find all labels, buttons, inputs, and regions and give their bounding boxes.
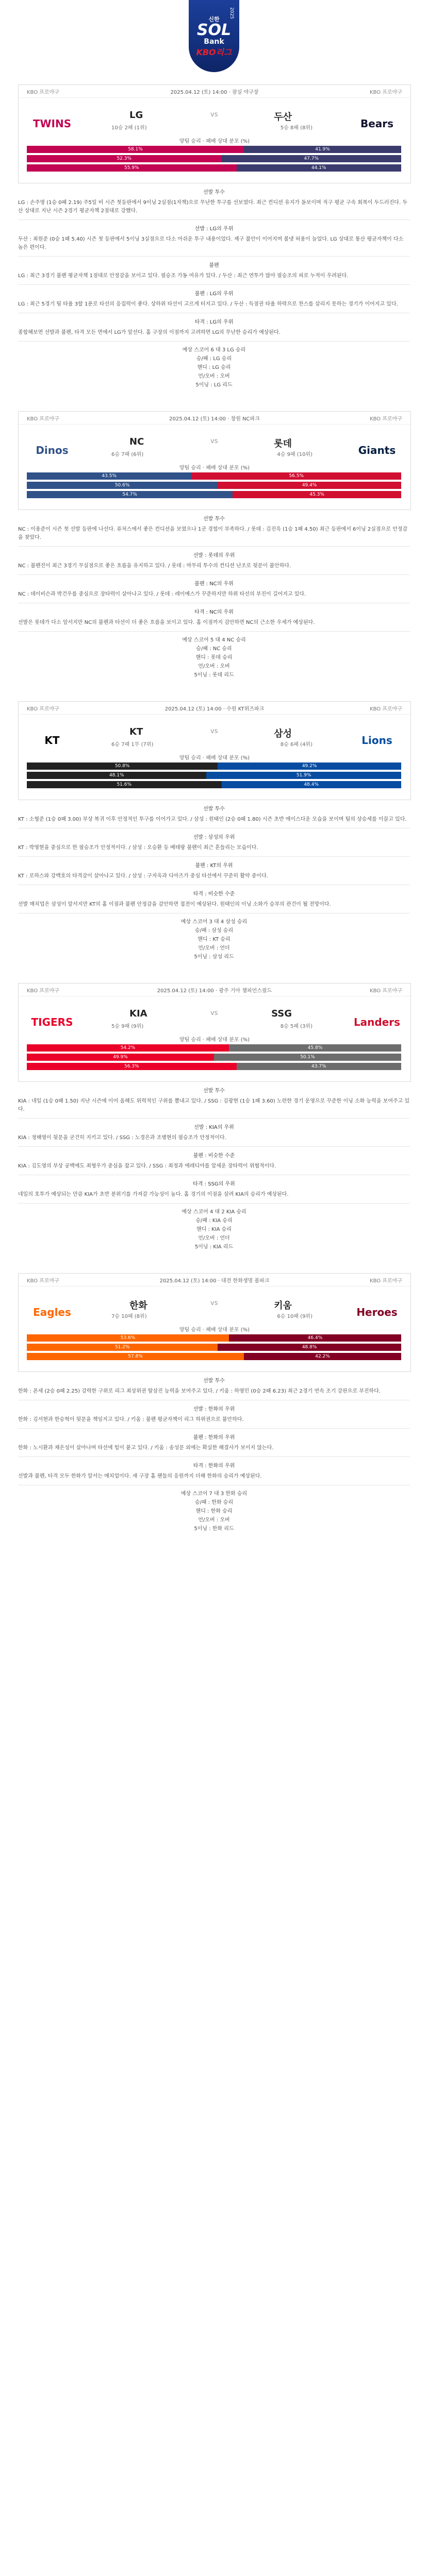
probability-home-value: 43.5% (102, 473, 117, 479)
home-team-name: KT (129, 726, 143, 737)
section-title: 불펜 : 한화의 우위 (193, 1435, 235, 1440)
home-team-logo: Dinos (36, 444, 69, 456)
league-label: KBO 프로야구 (370, 1278, 402, 1284)
away-team-logo: Heroes (356, 1306, 398, 1318)
match-header (19, 702, 410, 715)
match-header (19, 1274, 410, 1286)
probability-away-value: 48.8% (302, 1345, 317, 1350)
match-header (19, 984, 410, 996)
prediction-line: 5이닝 : 롯데 리드 (194, 672, 234, 678)
probability-bar-away (237, 1063, 401, 1070)
section-title: 불펜 (209, 263, 219, 268)
probability-away-value: 50.1% (300, 1055, 315, 1060)
probability-bar-home (27, 781, 222, 788)
probability-away-value: 44.1% (311, 165, 326, 171)
probability-bar-away (218, 482, 401, 489)
probability-home-value: 57.8% (128, 1354, 143, 1359)
section-text: 한화 : 김서현과 한승혁이 뒷문을 책임지고 있다. / 키움 : 불펜 평균자책이 리그 하위권으로 불안하다. (18, 1417, 244, 1422)
probability-bar (27, 1063, 401, 1070)
vs-label: vs (210, 727, 218, 735)
probability-label: 양팀 승리 · 패배 상대 분포 (%) (179, 1037, 250, 1043)
away-team-name: 삼성 (274, 728, 292, 739)
probability-home-value: 58.1% (128, 147, 143, 152)
probability-bar-home (27, 1344, 218, 1351)
home-team-logo: TIGERS (31, 1016, 73, 1028)
away-team-logo: Landers (353, 1016, 401, 1028)
prediction-line: 예상 스코어 6 대 3 LG 승리 (182, 347, 246, 353)
section-text: 선발과 불펜, 타격 모두 한화가 앞서는 매치업이다. 새 구장 홈 팬들의 응원까지 더해 한화의 승리가 예상된다. (18, 1473, 262, 1479)
section-title: 선발 투수 (203, 1088, 225, 1094)
match-card (18, 411, 411, 510)
probability-bar (27, 1334, 401, 1342)
prediction-line: 언/오버 : 언더 (198, 945, 230, 951)
home-team-record: 6승 7패 (6위) (111, 452, 144, 457)
home-team-name: LG (129, 110, 143, 121)
section-text: LG : 최근 3경기 불펜 평균자책 1점대로 안정감을 보이고 있다. 필승조 가동 여유가 있다. / 두산 : 최근 연투가 많아 필승조의 피로 누적이 우려된다. (18, 273, 349, 279)
match-card (18, 983, 411, 1082)
section-title: 선발 투수 (203, 516, 225, 522)
match-card (18, 84, 411, 183)
match-block (18, 84, 410, 404)
section-title: 선발 투수 (203, 190, 225, 195)
match-block (18, 1273, 410, 1548)
away-team-record: 6승 10패 (9위) (277, 1314, 312, 1319)
match-analysis (18, 515, 410, 680)
away-team-record: 5승 8패 (8위) (280, 125, 312, 131)
probability-home-value: 55.9% (124, 165, 139, 171)
probability-bar (27, 1044, 401, 1052)
sponsor-brand: SOL (196, 21, 232, 39)
match-datetime: 2025.04.12 (토) 14:00 · 창원 NC파크 (169, 416, 260, 422)
prediction-line: 핸디 : 롯데 승리 (195, 655, 233, 660)
probability-bar (27, 155, 401, 162)
probability-bar-home (27, 1044, 229, 1052)
probability-bar-away (222, 155, 401, 162)
probability-bar-away (218, 762, 401, 770)
away-team-record: 8승 6패 (4위) (280, 742, 312, 748)
section-text: 한화 : 노시환과 채은성이 살아나며 타선에 힘이 붙고 있다. / 키움 : 송성문 외에는 확실한 해결사가 보이지 않는다. (18, 1445, 274, 1451)
section-text: 선발은 롯데가 다소 앞서지만 NC의 불펜과 타선이 더 좋은 흐름을 보이고 있다. 홈 이점까지 감안하면 NC의 근소한 우세가 예상된다. (18, 620, 315, 625)
divider (18, 256, 410, 257)
match-datetime: 2025.04.12 (토) 14:00 · 대전 한화생명 볼파크 (159, 1278, 270, 1284)
section-text: 한화 : 폰세 (2승 0패 2.25) 강력한 구위로 리그 최상위권 탈삼진 능력을 보여주고 있다. / 키움 : 하영민 (0승 2패 6.23) 최근 2경기 연속 조기 강판으로 부진하다. (18, 1388, 381, 1394)
divider (18, 1428, 410, 1429)
league-label: KBO 프로야구 (27, 416, 59, 422)
probability-bar-away (206, 772, 401, 779)
divider (18, 1203, 410, 1204)
vs-label: vs (210, 111, 218, 118)
probability-home-value: 54.7% (122, 492, 137, 497)
section-title: 불펜 : NC의 우위 (194, 581, 234, 587)
prediction-line: 언/오버 : 언더 (198, 1235, 230, 1241)
divider (18, 856, 410, 857)
probability-bar-home (27, 762, 218, 770)
prediction-line: 예상 스코어 3 대 4 삼성 승리 (180, 919, 248, 925)
league-label: KBO 프로야구 (27, 706, 59, 712)
probability-bar-home (27, 472, 191, 480)
probability-bar-away (244, 1353, 401, 1360)
prediction-line: 핸디 : LG 승리 (197, 365, 231, 370)
season-year: 2025 (229, 7, 234, 19)
probability-bar-home (27, 491, 233, 498)
league-name: KBO리그 (196, 47, 232, 57)
prediction-box (18, 346, 410, 389)
match-block (18, 701, 410, 976)
section-title: 선발 : 삼성의 우위 (193, 835, 235, 840)
league-label: KBO 프로야구 (27, 89, 59, 95)
divider (18, 1146, 410, 1147)
probability-home-value: 50.8% (114, 764, 130, 769)
probability-bar-away (233, 491, 401, 498)
prediction-line: 5이닝 : KIA 리드 (194, 1244, 234, 1250)
probability-away-value: 51.9% (296, 773, 311, 778)
match-block (18, 983, 410, 1266)
section-title: 선발 투수 (203, 1378, 225, 1384)
match-card (18, 701, 411, 800)
probability-bar-away (214, 1054, 401, 1061)
prediction-line: 승/패 : KIA 승리 (195, 1218, 233, 1224)
section-title: 타격 : LG의 우위 (194, 319, 234, 325)
match-block (18, 411, 410, 694)
probability-bar-away (191, 472, 401, 480)
probability-bar-away (237, 164, 401, 172)
section-text: LG : 손주영 (1승 0패 2.19) 주5일 비 시즌 첫등판에서 9이닝 2실점(1자책)으로 무난한 투구를 선보였다. 최근 컨디션 유지가 돋보이며 직구 평균 구속 회복이 두드러진다. 두산 상대로 지난 시즌 2경기 평균자책 2점대로 강했다. (18, 200, 407, 214)
section-title: 타격 : 비슷한 수준 (193, 891, 235, 897)
probability-home-value: 50.6% (114, 483, 130, 488)
section-title: 불펜 : LG의 우위 (194, 291, 234, 297)
home-team-name: KIA (129, 1008, 147, 1019)
probability-bar (27, 1353, 401, 1360)
league-label: KBO 프로야구 (370, 89, 402, 95)
divider (18, 574, 410, 575)
sponsor-name: 신한 (208, 15, 220, 23)
prediction-line: 언/오버 : 오버 (198, 664, 230, 669)
home-team-record: 7승 10패 (8위) (111, 1314, 147, 1319)
prediction-line: 핸디 : 한화 승리 (195, 1509, 233, 1514)
divider (18, 1456, 410, 1457)
vs-label: vs (210, 1299, 218, 1307)
match-analysis (18, 1377, 410, 1533)
away-team-name: SSG (271, 1008, 292, 1019)
probability-away-value: 47.7% (304, 156, 319, 161)
probability-bar-home (27, 1054, 214, 1061)
section-text: NC : 불펜진이 최근 3경기 무실점으로 좋은 흐름을 유지하고 있다. / 롯데 : 마무리 투수의 컨디션 난조로 뒷문이 불안하다. (18, 563, 291, 569)
section-text: KIA : 김도영의 부상 공백에도 최형우가 중심을 잡고 있다. / SSG : 최정과 에레디아를 앞세운 장타력이 위협적이다. (18, 1163, 276, 1169)
probability-bar-home (27, 146, 244, 153)
prediction-line: 5이닝 : 한화 리드 (194, 1526, 234, 1532)
probability-bar (27, 482, 401, 489)
section-text: NC : 데이비슨과 박건우를 중심으로 장타력이 살아나고 있다. / 롯데 : 레이예스가 꾸준하지만 하위 타선의 부진이 길어지고 있다. (18, 591, 306, 597)
probability-bar (27, 1054, 401, 1061)
probability-bar-away (229, 1044, 401, 1052)
sponsor-bank: Bank (204, 37, 224, 46)
match-analysis (18, 1087, 410, 1251)
prediction-box (18, 1489, 410, 1533)
probability-bar-home (27, 772, 206, 779)
divider (18, 631, 410, 632)
probability-bar-home (27, 164, 237, 172)
home-team-logo: TWINS (32, 117, 72, 130)
prediction-line: 핸디 : KT 승리 (197, 937, 231, 942)
probability-bar-home (27, 1063, 237, 1070)
vs-label: vs (210, 1009, 218, 1017)
probability-away-value: 49.2% (302, 764, 317, 769)
section-title: 타격 : SSG의 우위 (193, 1181, 235, 1187)
probability-away-value: 49.4% (302, 483, 317, 488)
divider (18, 284, 410, 285)
kbo-league-logo (189, 0, 239, 72)
probability-away-value: 43.7% (311, 1064, 326, 1069)
probability-away-value: 45.3% (309, 492, 324, 497)
probability-away-value: 41.9% (315, 147, 330, 152)
probability-label: 양팀 승리 · 패배 상대 분포 (%) (179, 1327, 250, 1333)
home-team-record: 5승 9패 (9위) (111, 1024, 144, 1029)
match-analysis (18, 189, 410, 389)
probability-bar (27, 164, 401, 172)
section-text: KIA : 정해영이 뒷문을 굳건히 지키고 있다. / SSG : 노경은과 조병현의 필승조가 안정적이다. (18, 1135, 226, 1141)
section-text: LG : 최근 5경기 팀 타율 3할 1푼로 타선의 응집력이 좋다. 상하위 타선이 고르게 터지고 있다. / 두산 : 득점권 타율 하락으로 찬스를 살리지 못하는 경기가 이어지고 있다. (18, 301, 398, 307)
vs-label: vs (210, 437, 218, 445)
section-title: 선발 : KIA의 우위 (194, 1125, 234, 1130)
match-datetime: 2025.04.12 (토) 14:00 · 잠실 야구장 (170, 89, 259, 95)
section-title: 선발 : 한화의 우위 (193, 1406, 235, 1412)
match-datetime: 2025.04.12 (토) 14:00 · 수원 KT위즈파크 (164, 706, 265, 712)
section-title: 타격 : 한화의 우위 (193, 1463, 235, 1469)
prediction-box (18, 918, 410, 961)
prediction-line: 5이닝 : LG 리드 (195, 382, 233, 388)
match-list (0, 84, 428, 1548)
prediction-line: 예상 스코어 4 대 2 KIA 승리 (182, 1209, 246, 1215)
probability-home-value: 49.9% (113, 1055, 128, 1060)
away-team-name: 롯데 (274, 438, 292, 449)
league-label: KBO 프로야구 (370, 706, 402, 712)
home-team-logo: KT (44, 734, 60, 747)
probability-away-value: 45.8% (307, 1045, 323, 1050)
section-text: KIA : 네일 (1승 0패 1.50) 지난 시즌에 이어 올해도 위력적인 구위를 뽐내고 있다. / SSG : 김광현 (1승 1패 3.60) 노련한 경기 운영으로 꾸준한 이닝 소화 능력을 보여주고 있다. (18, 1098, 410, 1112)
home-team-name: NC (129, 436, 144, 447)
probability-bar-away (218, 1344, 401, 1351)
probability-bar (27, 472, 401, 480)
home-team-record: 10승 2패 (1위) (111, 125, 147, 131)
probability-bar (27, 772, 401, 779)
section-title: 선발 : LG의 우위 (194, 226, 234, 232)
probability-bar (27, 781, 401, 788)
prediction-line: 5이닝 : 삼성 리드 (194, 954, 234, 960)
prediction-line: 언/오버 : 오버 (198, 1517, 230, 1523)
probability-home-value: 52.3% (117, 156, 132, 161)
probability-home-value: 51.6% (117, 782, 132, 787)
prediction-line: 예상 스코어 5 대 4 NC 승리 (182, 637, 246, 643)
divider (18, 219, 410, 220)
probability-bar (27, 762, 401, 770)
match-analysis (18, 805, 410, 961)
section-title: 타격 : NC의 우위 (194, 609, 234, 615)
section-text: KT : 박영현을 중심으로 한 필승조가 안정적이다. / 삼성 : 오승환 등 베테랑 불펜이 최근 흔들리는 모습이다. (18, 845, 258, 851)
prediction-line: 승/패 : NC 승리 (196, 646, 232, 652)
prediction-line: 승/패 : 삼성 승리 (194, 928, 234, 934)
prediction-box (18, 1208, 410, 1251)
probability-away-value: 56.5% (289, 473, 304, 479)
probability-label: 양팀 승리 · 패배 상대 분포 (%) (179, 755, 250, 761)
league-label: KBO 프로야구 (27, 988, 59, 994)
probability-bar-away (244, 146, 401, 153)
probability-label: 양팀 승리 · 패배 상대 분포 (%) (179, 139, 250, 144)
divider (18, 546, 410, 547)
away-team-logo: Giants (358, 444, 396, 456)
probability-home-value: 48.1% (109, 773, 124, 778)
prediction-line: 예상 스코어 7 대 3 한화 승리 (180, 1491, 248, 1497)
home-team-record: 6승 7패 1무 (7위) (111, 742, 154, 748)
match-header (19, 85, 410, 98)
probability-bar-home (27, 1353, 244, 1360)
probability-home-value: 53.6% (120, 1335, 136, 1341)
section-text: KT : 로하스와 강백호의 타격감이 살아나고 있다. / 삼성 : 구자욱과 디아즈가 중심 타선에서 꾸준히 활약 중이다. (18, 873, 268, 879)
home-team-name: 한화 (129, 1300, 147, 1311)
prediction-box (18, 636, 410, 680)
league-label: KBO 프로야구 (370, 416, 402, 422)
match-header (19, 412, 410, 425)
probability-away-value: 42.2% (315, 1354, 330, 1359)
section-title: 불펜 : 비슷한 수준 (193, 1153, 235, 1159)
away-team-record: 8승 5패 (3위) (280, 1024, 312, 1029)
probability-home-value: 56.3% (124, 1064, 139, 1069)
prediction-line: 핸디 : KIA 승리 (196, 1227, 232, 1232)
section-title: 선발 : 롯데의 우위 (193, 553, 235, 558)
probability-bar-away (222, 781, 401, 788)
probability-home-value: 51.2% (114, 1345, 130, 1350)
section-text: 네일의 호투가 예상되는 만큼 KIA가 초반 분위기를 가져갈 가능성이 높다. 홈 경기의 이점을 살려 KIA의 승리가 예상된다. (18, 1192, 289, 1197)
probability-home-value: 54.2% (120, 1045, 136, 1050)
probability-bar (27, 491, 401, 498)
probability-bar (27, 146, 401, 153)
prediction-line: 승/패 : LG 승리 (196, 356, 232, 362)
prediction-line: 언/오버 : 오버 (198, 374, 230, 379)
probability-bar-home (27, 1334, 229, 1342)
away-team-record: 4승 9패 (10위) (277, 452, 312, 457)
section-text: 선발 매치업은 삼성이 앞서지만 KT의 홈 이점과 불펜 안정감을 감안하면 접전이 예상된다. 원태인의 이닝 소화가 승부의 관건이 될 전망이다. (18, 902, 331, 907)
section-text: 두산 : 최원준 (0승 1패 5.40) 시즌 첫 등판에서 5이닝 3실점으로 다소 아쉬운 투구 내용이었다. 제구 불안이 이어지며 볼넷 허용이 늘었다. LG 상대로 통산 평균자책이 다소 높은 편이다. (18, 236, 404, 250)
section-text: KT : 소형준 (1승 0패 3.00) 부상 복귀 이후 안정적인 투구를 이어가고 있다. / 삼성 : 원태인 (2승 0패 1.80) 시즌 초반 에이스다운 모습을 보이며 팀의 상승세를 이끌고 있다. (18, 817, 407, 822)
away-team-logo: Bears (360, 117, 394, 130)
probability-label: 양팀 승리 · 패배 상대 분포 (%) (179, 465, 250, 471)
section-text: NC : 이용준이 시즌 첫 선발 등판에 나선다. 퓨처스에서 좋은 컨디션을 보였으나 1군 경험이 부족하다. / 롯데 : 김진욱 (1승 1패 4.50) 최근 등판에서 6이닝 2실점으로 안정감을 찾았다. (18, 527, 408, 540)
away-team-logo: Lions (361, 734, 392, 747)
away-team-name: 키움 (274, 1300, 292, 1311)
match-card (18, 1273, 411, 1372)
probability-away-value: 46.4% (307, 1335, 323, 1341)
away-team-name: 두산 (274, 112, 292, 123)
probability-bar-home (27, 155, 222, 162)
match-datetime: 2025.04.12 (토) 14:00 · 광주 기아 챔피언스필드 (157, 988, 272, 994)
section-title: 선발 투수 (203, 806, 225, 812)
banner (0, 0, 428, 77)
section-text: 종합해보면 선발과 불펜, 타격 모든 면에서 LG가 앞선다. 홈 구장의 이점까지 고려하면 LG의 무난한 승리가 예상된다. (18, 330, 281, 335)
prediction-line: 승/패 : 한화 승리 (194, 1500, 234, 1505)
league-label: KBO 프로야구 (27, 1278, 59, 1284)
divider (18, 341, 410, 342)
home-team-logo: Eagles (33, 1306, 71, 1318)
probability-bar (27, 1344, 401, 1351)
league-label: KBO 프로야구 (370, 988, 402, 994)
probability-bar-home (27, 482, 218, 489)
probability-away-value: 48.4% (304, 782, 319, 787)
probability-bar-away (229, 1334, 401, 1342)
section-title: 불펜 : KT의 우위 (195, 863, 233, 869)
